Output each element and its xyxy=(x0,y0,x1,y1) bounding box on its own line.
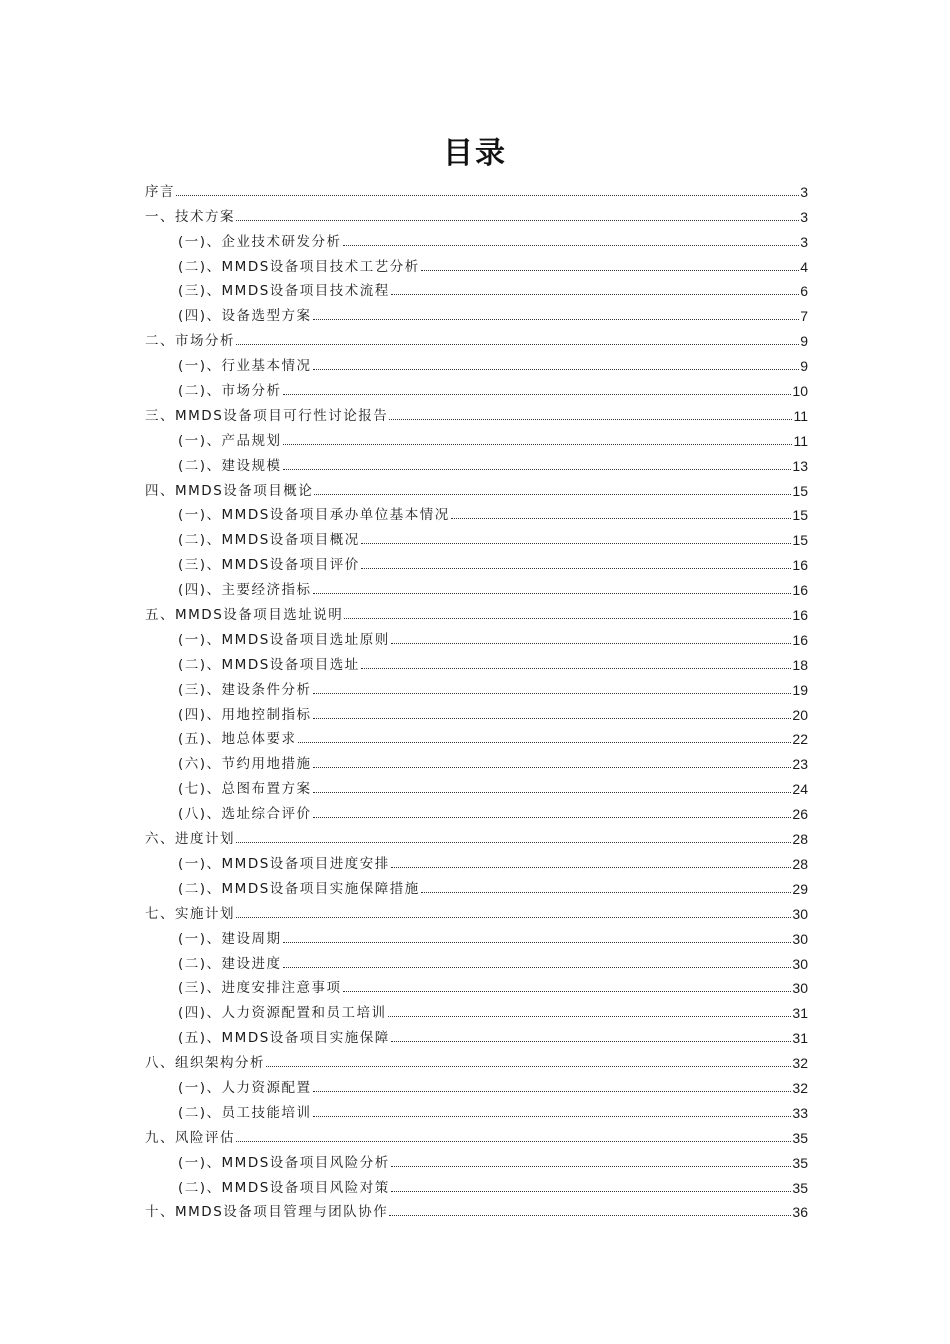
toc-page-number: 35 xyxy=(792,1154,808,1171)
toc-subentry[interactable] xyxy=(145,797,808,822)
dot-leader xyxy=(421,891,792,893)
toc-entry-label: 六、进度计划 xyxy=(145,831,235,848)
toc-entry-label: (二)、MMDS设备项目实施保障措施 xyxy=(178,880,420,897)
toc-subentry[interactable] xyxy=(145,996,808,1021)
dot-leader xyxy=(298,741,792,743)
toc-entry-label: (二)、MMDS设备项目概况 xyxy=(178,532,360,549)
toc-entry-label: (一)、MMDS设备项目承办单位基本情况 xyxy=(178,507,450,524)
toc-subentry[interactable] xyxy=(145,772,808,797)
toc-page-number: 24 xyxy=(792,781,808,798)
toc-subentry[interactable] xyxy=(145,573,808,598)
toc-subentry[interactable] xyxy=(145,499,808,524)
toc-entry-label: 十、MMDS设备项目管理与团队协作 xyxy=(145,1204,389,1221)
toc-page-number: 36 xyxy=(792,1204,808,1221)
toc-page-number: 16 xyxy=(792,607,808,624)
dot-leader xyxy=(313,318,800,320)
toc-entry-label: 四、MMDS设备项目概论 xyxy=(145,482,314,499)
toc-page-number: 16 xyxy=(792,557,808,574)
toc-page-number: 18 xyxy=(792,656,808,673)
toc-page-number: 28 xyxy=(792,855,808,872)
dot-leader xyxy=(283,443,793,445)
dot-leader xyxy=(266,1065,791,1067)
dot-leader xyxy=(313,1115,792,1117)
dot-leader xyxy=(451,517,792,519)
toc-page-number: 29 xyxy=(792,880,808,897)
dot-leader xyxy=(391,1190,792,1192)
toc-entry-label: (六)、节约用地措施 xyxy=(178,756,312,773)
toc-entry-label: (一)、产品规划 xyxy=(178,432,282,449)
toc-entry-label: (二)、建设进度 xyxy=(178,955,282,972)
toc-page-number: 28 xyxy=(792,831,808,848)
toc-entry-label: (三)、MMDS设备项目技术流程 xyxy=(178,283,390,300)
toc-entry-label: (三)、进度安排注意事项 xyxy=(178,980,342,997)
dot-leader xyxy=(391,1040,792,1042)
toc-page-number: 15 xyxy=(792,532,808,549)
dot-leader xyxy=(388,1015,792,1017)
dot-leader xyxy=(313,592,792,594)
dot-leader xyxy=(389,418,792,420)
toc-page-number: 6 xyxy=(800,283,808,300)
toc-subentry[interactable] xyxy=(145,673,808,698)
dot-leader xyxy=(391,1165,792,1167)
toc-entry-label: (三)、MMDS设备项目评价 xyxy=(178,557,360,574)
toc-page-number: 3 xyxy=(800,233,808,250)
toc-subentry[interactable] xyxy=(145,1096,808,1121)
toc-entry-label: (一)、MMDS设备项目选址原则 xyxy=(178,631,390,648)
toc-page-number: 13 xyxy=(792,457,808,474)
toc-entry-label: (二)、MMDS设备项目风险对策 xyxy=(178,1179,390,1196)
toc-subentry[interactable] xyxy=(145,872,808,897)
toc-page-number: 16 xyxy=(792,631,808,648)
toc-subentry[interactable] xyxy=(145,922,808,947)
toc-entry-label: (一)、行业基本情况 xyxy=(178,358,312,375)
toc-entry-label: 八、组织架构分析 xyxy=(145,1055,265,1072)
toc-page-number: 11 xyxy=(793,407,808,424)
dot-leader xyxy=(343,244,800,246)
toc-subentry[interactable] xyxy=(145,424,808,449)
toc-entry-label: (一)、MMDS设备项目风险分析 xyxy=(178,1154,390,1171)
toc-entry-label: (七)、总图布置方案 xyxy=(178,781,312,798)
toc-page-number: 10 xyxy=(792,383,808,400)
dot-leader xyxy=(236,343,799,345)
dot-leader xyxy=(313,717,792,719)
dot-leader xyxy=(391,866,792,868)
toc-entry-label: 二、市场分析 xyxy=(145,333,235,350)
toc-page-number: 31 xyxy=(792,1005,808,1022)
dot-leader xyxy=(361,567,792,569)
toc-page-number: 30 xyxy=(792,930,808,947)
dot-leader xyxy=(421,269,799,271)
toc-page-number: 22 xyxy=(792,731,808,748)
toc-entry-label: (四)、设备选型方案 xyxy=(178,308,312,325)
toc-entry-label: 三、MMDS设备项目可行性讨论报告 xyxy=(145,407,389,424)
toc-entry-label: (三)、建设条件分析 xyxy=(178,681,312,698)
toc-subentry[interactable] xyxy=(145,548,808,573)
toc-page-number: 4 xyxy=(800,258,808,275)
toc-page-number: 15 xyxy=(792,507,808,524)
toc-subentry[interactable] xyxy=(145,299,808,324)
dot-leader xyxy=(236,916,791,918)
toc-subentry[interactable] xyxy=(145,747,808,772)
toc-entry-label: (一)、MMDS设备项目进度安排 xyxy=(178,855,390,872)
toc-page-number: 16 xyxy=(792,582,808,599)
toc-subentry[interactable] xyxy=(145,225,808,250)
dot-leader xyxy=(236,219,799,221)
toc-page-number: 11 xyxy=(793,432,808,449)
dot-leader xyxy=(344,617,791,619)
toc-entry-label: (二)、市场分析 xyxy=(178,383,282,400)
dot-leader xyxy=(283,941,792,943)
toc-entry-label: 七、实施计划 xyxy=(145,905,235,922)
toc-subentry[interactable] xyxy=(145,523,808,548)
toc-page-number: 30 xyxy=(792,980,808,997)
toc-page-number: 32 xyxy=(792,1055,808,1072)
toc-entry-label: (五)、MMDS设备项目实施保障 xyxy=(178,1030,390,1047)
toc-entry-label: (四)、用地控制指标 xyxy=(178,706,312,723)
toc-subentry[interactable] xyxy=(145,648,808,673)
toc-entry[interactable] xyxy=(145,897,808,922)
toc-subentry[interactable] xyxy=(145,698,808,723)
toc-subentry[interactable] xyxy=(145,972,808,997)
toc-entry[interactable] xyxy=(145,1121,808,1146)
toc-page-number: 19 xyxy=(792,681,808,698)
toc-subentry[interactable] xyxy=(145,1146,808,1171)
toc-page-number: 33 xyxy=(792,1104,808,1121)
dot-leader xyxy=(313,816,792,818)
toc-page-number: 35 xyxy=(792,1179,808,1196)
toc-page-number: 35 xyxy=(792,1129,808,1146)
toc-page-number: 9 xyxy=(800,358,808,375)
toc-page-number: 26 xyxy=(792,806,808,823)
toc-entry[interactable] xyxy=(145,822,808,847)
dot-leader xyxy=(313,766,792,768)
dot-leader xyxy=(361,667,792,669)
toc-entry-label: 序言 xyxy=(145,183,175,200)
toc-entry-label: 一、技术方案 xyxy=(145,208,235,225)
toc-page-number: 3 xyxy=(800,183,808,200)
toc-subentry[interactable] xyxy=(145,1071,808,1096)
toc-page-number: 32 xyxy=(792,1079,808,1096)
toc-title: 目录 xyxy=(443,136,507,171)
toc-entry[interactable] xyxy=(145,200,808,225)
toc-entry-label: (二)、员工技能培训 xyxy=(178,1104,312,1121)
toc-entry-label: (一)、建设周期 xyxy=(178,930,282,947)
toc-subentry[interactable] xyxy=(145,275,808,300)
toc-entry-label: (八)、选址综合评价 xyxy=(178,806,312,823)
toc-entry-label: 九、风险评估 xyxy=(145,1129,235,1146)
toc-entry-label: (四)、人力资源配置和员工培训 xyxy=(178,1005,387,1022)
toc-entry-label: (一)、人力资源配置 xyxy=(178,1079,312,1096)
toc-entry[interactable] xyxy=(145,175,808,200)
toc-subentry[interactable] xyxy=(145,1021,808,1046)
dot-leader xyxy=(313,368,800,370)
dot-leader xyxy=(313,692,792,694)
toc-entry-label: (二)、MMDS设备项目选址 xyxy=(178,656,360,673)
dot-leader xyxy=(236,1140,791,1142)
toc-subentry[interactable] xyxy=(145,723,808,748)
dot-leader xyxy=(283,966,792,968)
dot-leader xyxy=(361,542,792,544)
toc-entry-label: (五)、地总体要求 xyxy=(178,731,297,748)
toc-entry[interactable] xyxy=(145,474,808,499)
dot-leader xyxy=(283,393,792,395)
toc-subentry[interactable] xyxy=(145,947,808,972)
toc-entry[interactable] xyxy=(145,1046,808,1071)
dot-leader xyxy=(176,194,799,196)
table-of-contents xyxy=(145,175,808,1220)
toc-entry[interactable] xyxy=(145,1196,808,1221)
toc-entry-label: (二)、建设规模 xyxy=(178,457,282,474)
dot-leader xyxy=(313,791,792,793)
dot-leader xyxy=(236,841,791,843)
toc-entry[interactable] xyxy=(145,598,808,623)
toc-page-number: 30 xyxy=(792,955,808,972)
dot-leader xyxy=(391,293,799,295)
toc-entry[interactable] xyxy=(145,399,808,424)
dot-leader xyxy=(314,493,791,495)
toc-page-number: 30 xyxy=(792,905,808,922)
toc-page-number: 20 xyxy=(792,706,808,723)
toc-page-number: 15 xyxy=(792,482,808,499)
toc-page-number: 31 xyxy=(792,1030,808,1047)
toc-entry-label: (四)、主要经济指标 xyxy=(178,582,312,599)
toc-subentry[interactable] xyxy=(145,1171,808,1196)
toc-entry-label: (一)、企业技术研发分析 xyxy=(178,233,342,250)
toc-entry[interactable] xyxy=(145,324,808,349)
toc-page-number: 9 xyxy=(800,333,808,350)
toc-subentry[interactable] xyxy=(145,847,808,872)
toc-entry-label: 五、MMDS设备项目选址说明 xyxy=(145,607,344,624)
dot-leader xyxy=(283,468,792,470)
toc-subentry[interactable] xyxy=(145,374,808,399)
toc-subentry[interactable] xyxy=(145,349,808,374)
toc-subentry[interactable] xyxy=(145,250,808,275)
toc-entry-label: (二)、MMDS设备项目技术工艺分析 xyxy=(178,258,420,275)
dot-leader xyxy=(313,1090,792,1092)
toc-page-number: 23 xyxy=(792,756,808,773)
toc-page-number: 7 xyxy=(800,308,808,325)
toc-subentry[interactable] xyxy=(145,449,808,474)
dot-leader xyxy=(391,642,792,644)
toc-page-number: 3 xyxy=(800,208,808,225)
dot-leader xyxy=(389,1214,791,1216)
toc-subentry[interactable] xyxy=(145,623,808,648)
dot-leader xyxy=(343,990,792,992)
